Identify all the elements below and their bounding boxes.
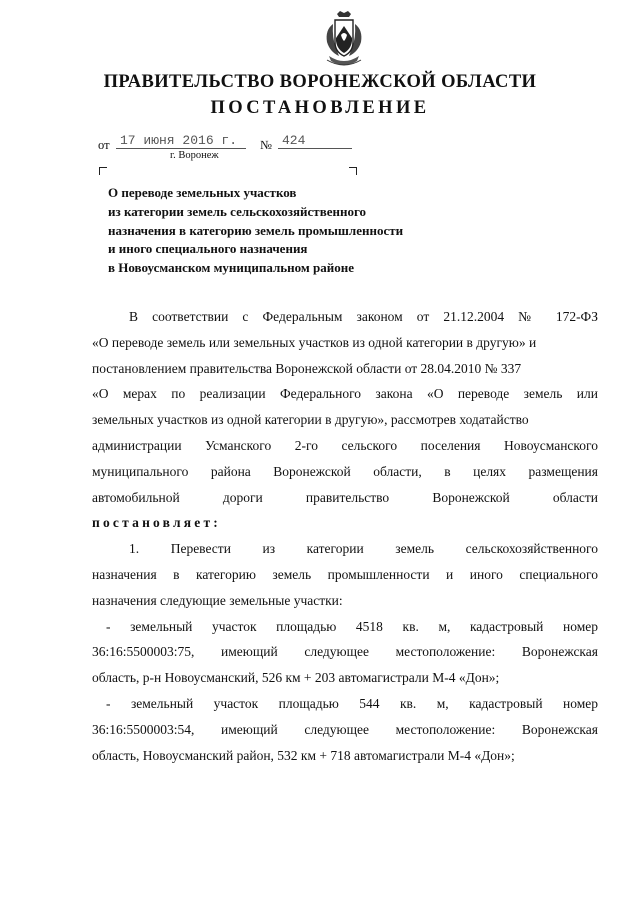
body-line: 1. Перевести из категории земель сельскохозяйственного	[129, 541, 598, 557]
list-item-line: 36:16:5500003:54, имеющий следующее местоположение: Воронежская	[92, 721, 598, 737]
date-value: 17 июня 2016 г.	[116, 133, 246, 149]
coat-of-arms-icon	[319, 10, 369, 70]
body-line: автомобильной дороги правительство Воронежской области	[92, 489, 598, 505]
subject-line: назначения в категорию земель промышленности	[108, 222, 404, 238]
document-body	[92, 304, 598, 768]
subject-corner-left	[99, 167, 107, 175]
government-title: ПРАВИТЕЛЬСТВО ВОРОНЕЖСКОЙ ОБЛАСТИ	[103, 72, 537, 92]
list-item-line: 36:16:5500003:75, имеющий следующее местоположение: Воронежская	[92, 644, 598, 660]
subject-line: и иного специального назначения	[108, 241, 308, 257]
number-prefix: №	[260, 138, 272, 152]
document-subject	[108, 184, 488, 278]
number-value: 424	[278, 133, 352, 149]
document-type: ПОСТАНОВЛЕНИЕ	[210, 98, 430, 118]
date-number-row	[98, 133, 358, 157]
date-prefix: от	[98, 138, 110, 152]
body-line: муниципального района Воронежской области, в целях размещения	[92, 463, 598, 479]
body-line: администрации Усманского 2-го сельского поселения Новоусманского	[92, 437, 598, 453]
body-line: постановлением правительства Воронежской области от 28.04.2010 № 337	[92, 360, 522, 376]
list-item-line: область, р-н Новоусманский, 526 км + 203 автомагистрали М-4 «Дон»;	[92, 670, 500, 686]
body-line: В соответствии с Федеральным законом от 21.12.2004 № 172-ФЗ	[129, 309, 598, 324]
subject-line: в Новоусманском муниципальном районе	[108, 260, 354, 276]
subject-corner-right	[349, 167, 357, 175]
subject-line: из категории земель сельскохозяйственного	[108, 203, 367, 219]
subject-line: О переводе земельных участков	[108, 185, 297, 200]
body-line: назначения следующие земельные участки:	[92, 592, 343, 608]
list-item-line: - земельный участок площадью 4518 кв. м, кадастровый номер	[106, 618, 598, 634]
body-line: назначения в категорию земель промышленности и иного специального	[92, 566, 598, 582]
list-item-line: область, Новоусманский район, 532 км + 718 автомагистрали М-4 «Дон»;	[92, 747, 515, 763]
resolves-heading: постановляет:	[92, 515, 221, 531]
body-line: «О переводе земель или земельных участков из одной категории в другую» и	[92, 334, 537, 350]
city-label: г. Воронеж	[170, 150, 219, 161]
list-item-line: - земельный участок площадью 544 кв. м, кадастровый номер	[106, 695, 598, 711]
body-line: «О мерах по реализации Федерального закона «О переводе земель или	[92, 386, 598, 402]
body-line: земельных участков из одной категории в другую», рассмотрев ходатайство	[92, 412, 529, 428]
